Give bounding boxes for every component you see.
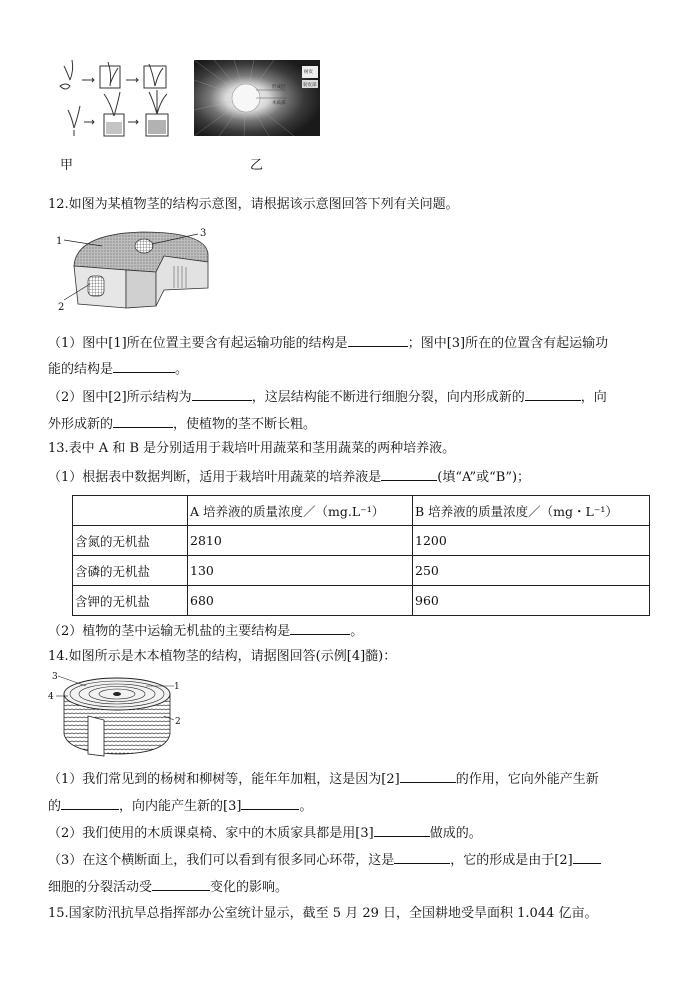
answer-blank[interactable] — [400, 769, 456, 783]
answer-blank[interactable] — [192, 387, 252, 401]
table-header-cell: B 培养液的质量浓度／（mg・L⁻¹） — [413, 496, 650, 526]
answer-blank[interactable] — [374, 823, 430, 837]
answer-blank[interactable] — [152, 877, 210, 891]
plate-label-xylem: 木质部 — [272, 101, 286, 106]
table-header-cell: A 培养液的质量浓度／（mg.L⁻¹） — [188, 496, 413, 526]
q12-stem: 12.如图为某植物茎的结构示意图，请根据该示意图回答下列有关问题。 — [48, 197, 459, 212]
q13-part2: （2）植物的茎中运输无机盐的主要结构是 。 — [48, 621, 363, 641]
q14-stem: 14.如图所示是木本植物茎的结构，请据图回答(示例[4]髓)： — [48, 649, 397, 664]
q14-label-2: 2 — [175, 717, 181, 727]
answer-blank[interactable] — [290, 621, 350, 635]
plate-label-bark: 树皮 — [304, 70, 313, 75]
table-header-row — [73, 496, 650, 526]
table-cell: 130 — [188, 556, 413, 586]
figure-yi-stem-cross-section-photo — [194, 60, 320, 136]
answer-blank[interactable] — [381, 467, 437, 481]
q12-part1-line1: （1）图中[1]所在位置主要含有起运输功能的结构是 ；图中[3]所在的位置含有起运输功 — [48, 333, 608, 353]
figure-label-jia: 甲 — [60, 158, 74, 173]
q14-label-4: 4 — [48, 692, 54, 702]
table-cell: 1200 — [413, 526, 650, 556]
answer-blank[interactable] — [394, 850, 450, 864]
q12-label-2: 2 — [58, 302, 65, 313]
q12-part2-line2: 外形成新的 ，使植物的茎不断长粗。 — [48, 414, 316, 434]
answer-blank[interactable] — [113, 414, 173, 428]
q14-label-1: 1 — [174, 682, 180, 692]
q12-label-1: 1 — [56, 236, 63, 247]
q14-label-3: 3 — [52, 672, 58, 682]
q14-woody-stem-diagram — [46, 672, 186, 760]
nutrient-solution-table — [72, 495, 650, 616]
answer-blank[interactable] — [525, 387, 581, 401]
plate-label-phloem: 韧皮部 — [303, 83, 317, 88]
table-row — [73, 586, 650, 616]
answer-blank[interactable] — [241, 796, 299, 810]
q12-part2-line1: （2）图中[2]所示结构为 ，这层结构能不断进行细胞分裂，向内形成新的 ，向 — [48, 387, 607, 407]
q13-part1: （1）根据表中数据判断，适用于栽培叶用蔬菜的培养液是 (填“A”或“B”)； — [48, 467, 530, 487]
plate-label-cambium: 形成层 — [272, 85, 286, 90]
answer-blank[interactable] — [573, 850, 601, 864]
table-cell: 含钾的无机盐 — [73, 586, 188, 616]
table-cell: 含氮的无机盐 — [73, 526, 188, 556]
table-cell: 2810 — [188, 526, 413, 556]
answer-blank[interactable] — [113, 359, 175, 373]
q14-part1-line2: 的 ，向内能产生新的[3] 。 — [48, 796, 312, 816]
q12-label-3: 3 — [200, 228, 207, 239]
q15-stem: 15.国家防汛抗旱总指挥部办公室统计显示，截至 5 月 29 日，全国耕地受旱面积 1.044 亿亩。 — [48, 906, 598, 921]
q14-part2: （2）我们使用的木质课桌椅、家中的木质家具都是用[3] 做成的。 — [48, 823, 482, 843]
q14-part3-line1: （3）在这个横断面上，我们可以看到有很多同心环带，这是 ，它的形成是由于[2] — [48, 850, 601, 870]
table-cell: 含磷的无机盐 — [73, 556, 188, 586]
table-cell: 680 — [188, 586, 413, 616]
figure-jia-seedling-experiment — [52, 56, 182, 140]
answer-blank[interactable] — [61, 796, 119, 810]
q14-part3-line2: 细胞的分裂活动受 变化的影响。 — [48, 877, 288, 897]
table-header-cell — [73, 496, 188, 526]
q12-part1-line2: 能的结构是 。 — [48, 359, 188, 379]
q13-stem: 13.表中 A 和 B 是分别适用于栽培叶用蔬菜和茎用蔬菜的两种培养液。 — [48, 441, 456, 456]
table-row — [73, 526, 650, 556]
table-cell: 960 — [413, 586, 650, 616]
answer-blank[interactable] — [348, 333, 408, 347]
figure-label-yi: 乙 — [250, 158, 264, 173]
q12-stem-structure-diagram — [56, 226, 218, 318]
table-cell: 250 — [413, 556, 650, 586]
table-row — [73, 556, 650, 586]
q14-part1-line1: （1）我们常见到的杨树和柳树等，能年年加粗，这是因为[2] 的作用，它向外能产生新 — [48, 769, 599, 789]
